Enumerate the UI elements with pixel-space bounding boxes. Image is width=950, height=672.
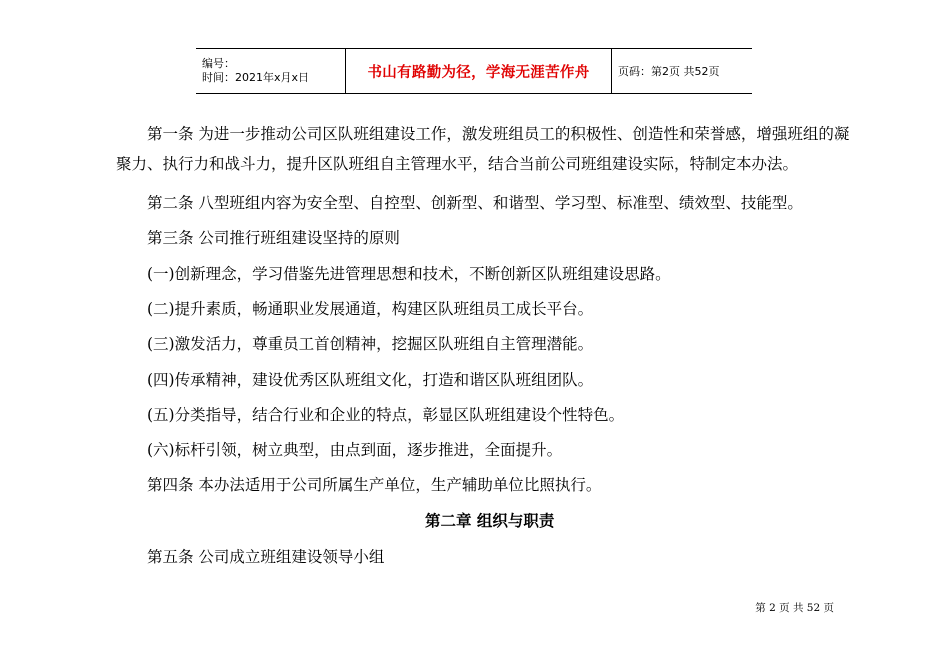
paragraph-article-1: 第一条 为进一步推动公司区队班组建设工作，激发班组员工的积极性、创造性和荣誉感，增强班组的凝	[147, 125, 850, 143]
paragraph-article-3: 第三条 公司推行班组建设坚持的原则	[147, 229, 400, 247]
list-item-principle-1: (一)创新理念，学习借鉴先进管理思想和技术，不断创新区队班组建设思路。	[147, 265, 671, 283]
page-header	[196, 48, 752, 94]
number-label: 编号：	[202, 57, 235, 70]
paragraph-article-4: 第四条 本办法适用于公司所属生产单位，生产辅助单位比照执行。	[147, 476, 602, 494]
paragraph-article-5: 第五条 公司成立班组建设领导小组	[147, 548, 385, 566]
chapter-title: 第二章 组织与职责	[425, 512, 555, 530]
paragraph-article-2: 第二条 八型班组内容为安全型、自控型、创新型、和谐型、学习型、标准型、绩效型、技能型。	[147, 194, 803, 212]
date-label: 时间：2021年x月x日	[202, 71, 310, 84]
paragraph-article-1-cont: 聚力、执行力和战斗力，提升区队班组自主管理水平，结合当前公司班组建设实际，特制定本办法。	[116, 155, 799, 173]
list-item-principle-4: (四)传承精神，建设优秀区队班组文化，打造和谐区队班组团队。	[147, 371, 594, 389]
list-item-principle-5: (五)分类指导，结合行业和企业的特点，彰显区队班组建设个性特色。	[147, 406, 625, 424]
header-motto: 书山有路勤为径，学海无涯苦作舟	[346, 49, 612, 94]
header-page-info: 页码：第2页 共52页	[618, 65, 720, 78]
header-meta	[196, 49, 346, 94]
page-footer: 第 2 页 共 52 页	[755, 602, 834, 614]
list-item-principle-6: (六)标杆引领，树立典型，由点到面，逐步推进，全面提升。	[147, 441, 563, 459]
list-item-principle-3: (三)激发活力，尊重员工首创精神，挖掘区队班组自主管理潜能。	[147, 335, 594, 353]
list-item-principle-2: (二)提升素质，畅通职业发展通道，构建区队班组员工成长平台。	[147, 300, 594, 318]
